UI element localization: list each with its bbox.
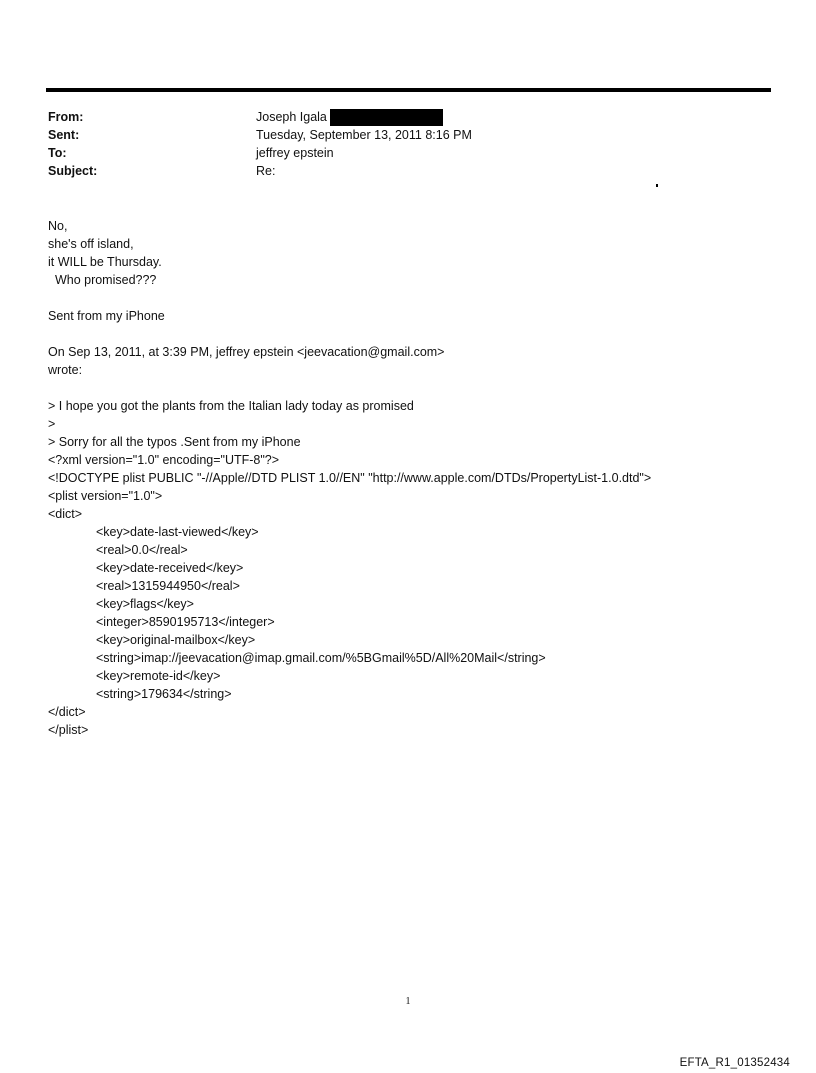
bates-number: EFTA_R1_01352434 xyxy=(679,1057,790,1069)
blank-line xyxy=(48,325,788,343)
sent-label: Sent: xyxy=(48,128,80,142)
subject-label: Subject: xyxy=(48,164,98,178)
from-label: From: xyxy=(48,110,84,124)
quote-intro-line: On Sep 13, 2011, at 3:39 PM, jeffrey epstein <jeevacation@gmail.com> xyxy=(48,345,445,359)
xml-line: <plist version="1.0"> xyxy=(48,489,163,503)
email-header xyxy=(48,108,472,180)
redaction-box xyxy=(330,109,443,126)
sent-value: Tuesday, September 13, 2011 8:16 PM xyxy=(256,128,472,142)
xml-entry-line: <string>imap://jeevacation@imap.gmail.com/%5BGmail%5D/All%20Mail</string> xyxy=(96,651,546,665)
to-row xyxy=(48,144,472,162)
xml-entry-line: <key>date-received</key> xyxy=(96,561,244,575)
blank-line xyxy=(48,379,788,397)
xml-line: </dict> xyxy=(48,705,86,719)
reply-line: Who promised??? xyxy=(48,273,157,287)
email-body xyxy=(48,217,788,739)
reply-line: she's off island, xyxy=(48,237,134,251)
reply-line: it WILL be Thursday. xyxy=(48,255,162,269)
quote-intro-line: wrote: xyxy=(48,363,83,377)
xml-line: <?xml version="1.0" encoding="UTF-8"?> xyxy=(48,453,280,467)
xml-entry-line: <real>1315944950</real> xyxy=(96,579,240,593)
xml-entry-line: <real>0.0</real> xyxy=(96,543,188,557)
xml-line: <dict> xyxy=(48,507,83,521)
xml-entry-line: <integer>8590195713</integer> xyxy=(96,615,275,629)
quoted-line: > xyxy=(48,417,56,431)
xml-entry-line: <key>date-last-viewed</key> xyxy=(96,525,259,539)
to-value: jeffrey epstein xyxy=(256,146,334,160)
quoted-line: > Sorry for all the typos .Sent from my iPhone xyxy=(48,435,301,449)
subject-row xyxy=(48,162,472,180)
xml-entry-line: <key>remote-id</key> xyxy=(96,669,221,683)
reply-line: No, xyxy=(48,219,68,233)
subject-value: Re: xyxy=(256,164,276,178)
sent-row xyxy=(48,126,472,144)
xml-line: <!DOCTYPE plist PUBLIC "-//Apple//DTD PLIST 1.0//EN" "http://www.apple.com/DTDs/PropertyList-1.0.dtd"> xyxy=(48,471,652,485)
xml-line: </plist> xyxy=(48,723,89,737)
from-row xyxy=(48,108,472,126)
from-value-wrap xyxy=(256,108,443,126)
xml-entry-line: <key>flags</key> xyxy=(96,597,194,611)
quoted-line: > I hope you got the plants from the Italian lady today as promised xyxy=(48,399,414,413)
page-number: 1 xyxy=(405,996,411,1007)
to-label: To: xyxy=(48,146,67,160)
from-value: Joseph Igala xyxy=(256,110,327,124)
signature-line: Sent from my iPhone xyxy=(48,309,165,323)
xml-entry-line: <string>179634</string> xyxy=(96,687,232,701)
xml-entry-line: <key>original-mailbox</key> xyxy=(96,633,256,647)
scan-speck xyxy=(656,184,658,187)
header-divider-rule xyxy=(46,88,771,92)
blank-line xyxy=(48,289,788,307)
